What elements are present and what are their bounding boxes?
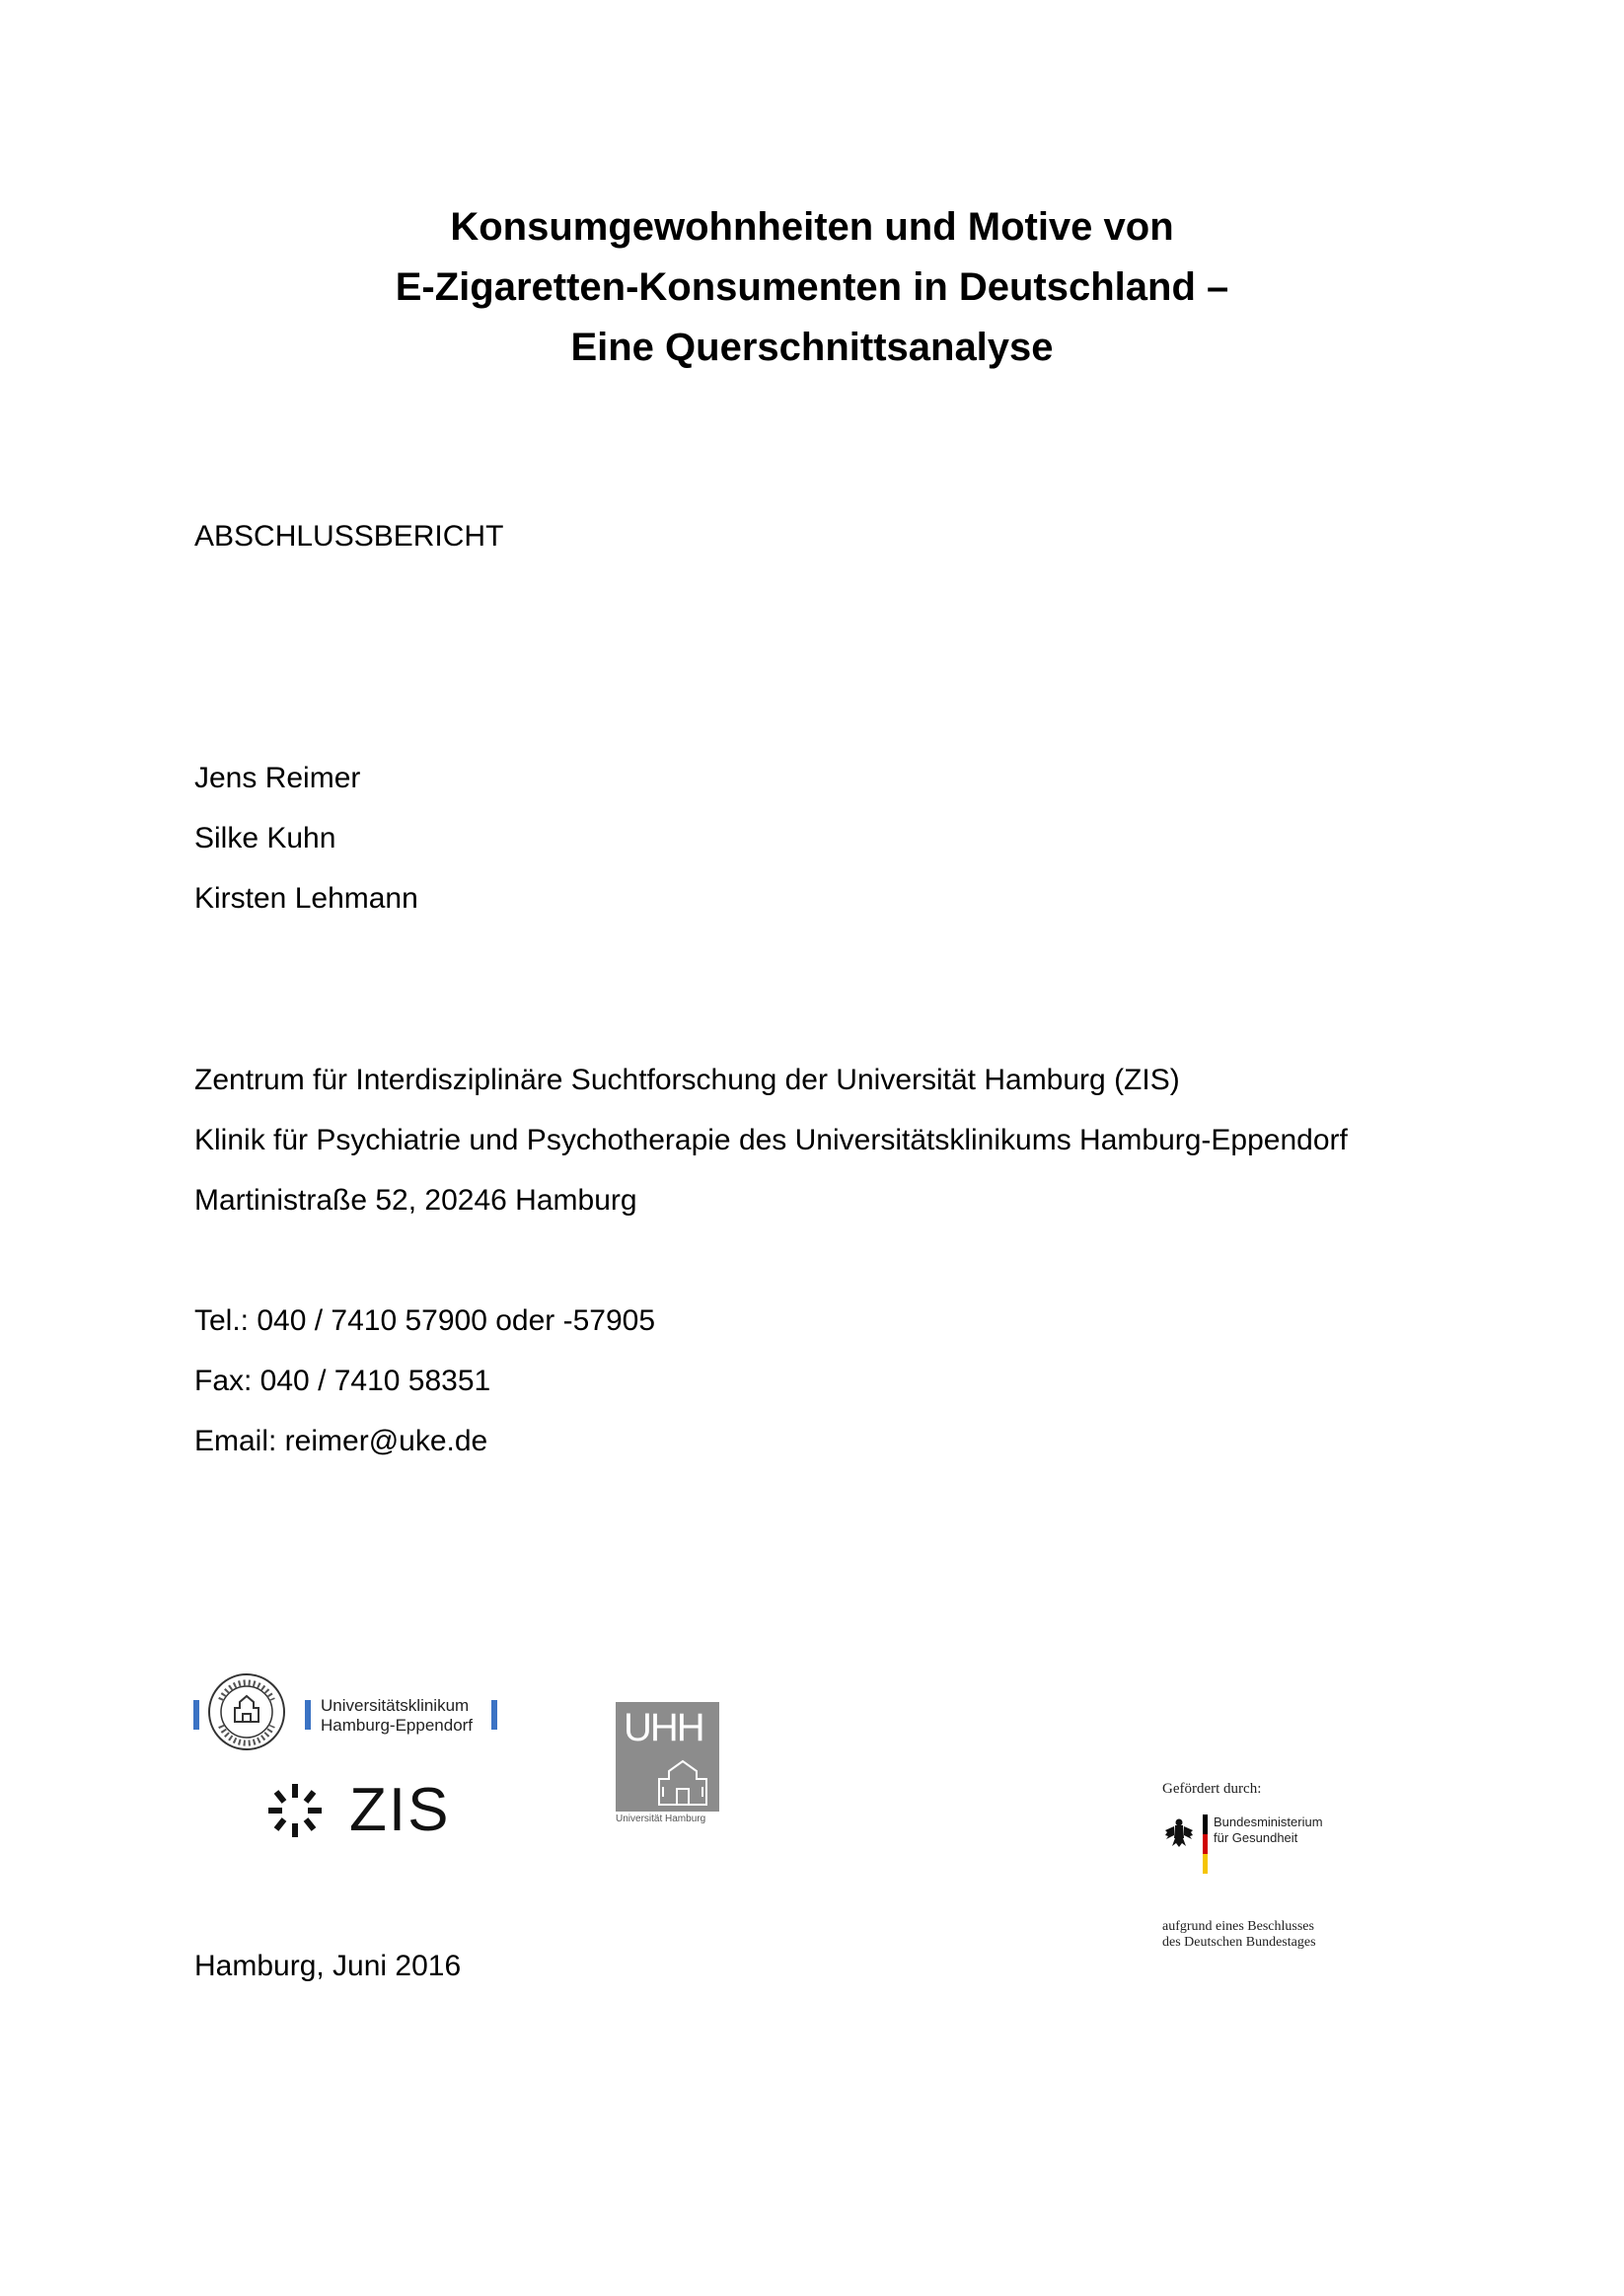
author-3: Kirsten Lehmann [194, 882, 418, 915]
contact-email: Email: reimer@uke.de [194, 1425, 488, 1457]
uke-accent-bar-left [193, 1700, 199, 1730]
uhh-logo-box [616, 1702, 719, 1812]
zis-wordmark: ZIS [349, 1776, 451, 1844]
bmg-footer-line-2: des Deutschen Bundestages [1162, 1935, 1316, 1950]
author-2: Silke Kuhn [194, 822, 336, 854]
uke-name-line-1: Universitätsklinikum [321, 1696, 470, 1715]
title-line-1: Konsumgewohnheiten und Motive von [450, 205, 1174, 249]
place-date: Hamburg, Juni 2016 [194, 1950, 462, 1982]
university-seal-icon [207, 1672, 286, 1751]
flag-stripe-red [1203, 1834, 1208, 1854]
uke-accent-bar-right [491, 1700, 497, 1730]
contact-tel: Tel.: 040 / 7410 57900 oder -57905 [194, 1304, 656, 1337]
flag-stripe-black [1203, 1815, 1208, 1834]
uke-name-line-2: Hamburg-Eppendorf [321, 1716, 474, 1735]
uke-accent-bar-mid [305, 1700, 311, 1730]
institution-line-1: Zentrum für Interdisziplinäre Suchtforschung der Universität Hamburg (ZIS) [194, 1064, 1180, 1096]
document-title [0, 197, 1624, 378]
bmg-name-line-2: für Gesundheit [1214, 1830, 1298, 1845]
title-line-2: E-Zigaretten-Konsumenten in Deutschland – [395, 265, 1229, 309]
contact-fax: Fax: 040 / 7410 58351 [194, 1365, 491, 1397]
bmg-heading: Gefördert durch: [1162, 1781, 1262, 1797]
federal-eagle-icon [1164, 1816, 1194, 1848]
uhh-caption: Universität Hamburg [616, 1814, 706, 1824]
zis-star-icon [264, 1780, 326, 1841]
report-type: ABSCHLUSSBERICHT [194, 520, 504, 553]
bmg-logo [1162, 1781, 1389, 1959]
bmg-footer-line-1: aufgrund eines Beschlusses [1162, 1919, 1314, 1934]
zis-logo [264, 1776, 451, 1845]
uke-logo [190, 1672, 506, 1753]
flag-stripe-gold [1203, 1854, 1208, 1874]
uhh-logo [616, 1702, 724, 1825]
institution-address: Martinistraße 52, 20246 Hamburg [194, 1184, 637, 1217]
author-1: Jens Reimer [194, 762, 361, 794]
uhh-monogram: UHH [624, 1706, 703, 1749]
uhh-building-icon [655, 1757, 710, 1807]
institution-line-2: Klinik für Psychiatrie und Psychotherapie des Universitätsklinikums Hamburg-Eppendorf [194, 1124, 1348, 1156]
title-line-3: Eine Querschnittsanalyse [570, 326, 1054, 369]
bmg-name-line-1: Bundesministerium [1214, 1815, 1323, 1829]
